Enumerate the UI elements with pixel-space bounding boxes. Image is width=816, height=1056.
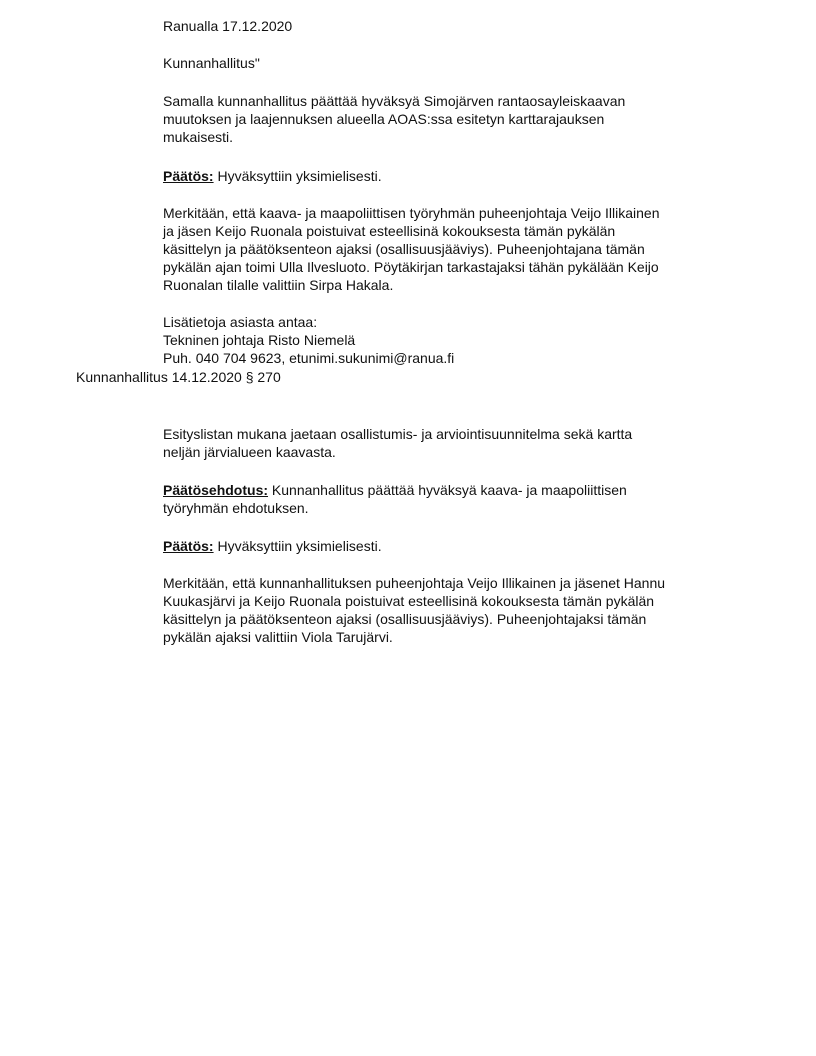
decision-text: Hyväksyttiin yksimielisesti. bbox=[213, 168, 382, 184]
decision-label: Päätös: bbox=[163, 538, 214, 554]
decision-label: Päätös: bbox=[163, 168, 214, 184]
contact-line: Puh. 040 704 9623, etunimi.sukunimi@ranua.fi bbox=[163, 350, 455, 366]
paragraph-line: Merkitään, että kunnanhallituksen puheenjohtaja Veijo Illikainen ja jäsenet Hannu bbox=[163, 575, 666, 591]
paragraph-line: Kuukasjärvi ja Keijo Ruonala poistuivat esteellisinä kokouksesta tämän pykälän bbox=[163, 593, 655, 609]
paragraph-line: ja jäsen Keijo Ruonala poistuivat esteellisinä kokouksesta tämän pykälän bbox=[163, 223, 616, 239]
decision bbox=[163, 167, 382, 185]
contact-line: Lisätietoja asiasta antaa: bbox=[163, 314, 318, 330]
paragraph-line: Merkitään, että kaava- ja maapoliittisen työryhmän puheenjohtaja Veijo Illikainen bbox=[163, 205, 660, 221]
decision bbox=[163, 537, 382, 555]
contact-line: Tekninen johtaja Risto Niemelä bbox=[163, 332, 356, 348]
place-date: Ranualla 17.12.2020 bbox=[163, 18, 293, 34]
paragraph-line: mukaisesti. bbox=[163, 129, 234, 145]
addressee: Kunnanhallitus" bbox=[163, 55, 260, 71]
proposal-text: Kunnanhallitus päättää hyväksyä kaava- ja maapoliittisen bbox=[268, 482, 627, 498]
paragraph-line: Esityslistan mukana jaetaan osallistumis- ja arviointisuunnitelma sekä kartta bbox=[163, 426, 633, 442]
paragraph-line: neljän järvialueen kaavasta. bbox=[163, 444, 336, 460]
paragraph-line: työryhmän ehdotuksen. bbox=[163, 500, 309, 516]
paragraph-line: käsittelyn ja päätöksenteon ajaksi (osallisuusjääviys). Puheenjohtajaksi tämän bbox=[163, 611, 647, 627]
paragraph-line: käsittelyn ja päätöksenteon ajaksi (osallisuusjääviys). Puheenjohtajana tämän bbox=[163, 241, 645, 257]
proposal-label: Päätösehdotus: bbox=[163, 482, 269, 498]
proposal bbox=[163, 481, 627, 499]
paragraph-line: muutoksen ja laajennuksen alueella AOAS:ssa esitetyn karttarajauksen bbox=[163, 111, 605, 127]
paragraph-line: pykälän ajaksi valittiin Viola Tarujärvi. bbox=[163, 629, 393, 645]
paragraph-line: Samalla kunnanhallitus päättää hyväksyä Simojärven rantaosayleiskaavan bbox=[163, 93, 626, 109]
section-heading: Kunnanhallitus 14.12.2020 § 270 bbox=[76, 369, 281, 385]
decision-text: Hyväksyttiin yksimielisesti. bbox=[213, 538, 382, 554]
paragraph-line: Ruonalan tilalle valittiin Sirpa Hakala. bbox=[163, 277, 394, 293]
paragraph-line: pykälän ajan toimi Ulla Ilvesluoto. Pöytäkirjan tarkastajaksi tähän pykälään Keijo bbox=[163, 259, 659, 275]
